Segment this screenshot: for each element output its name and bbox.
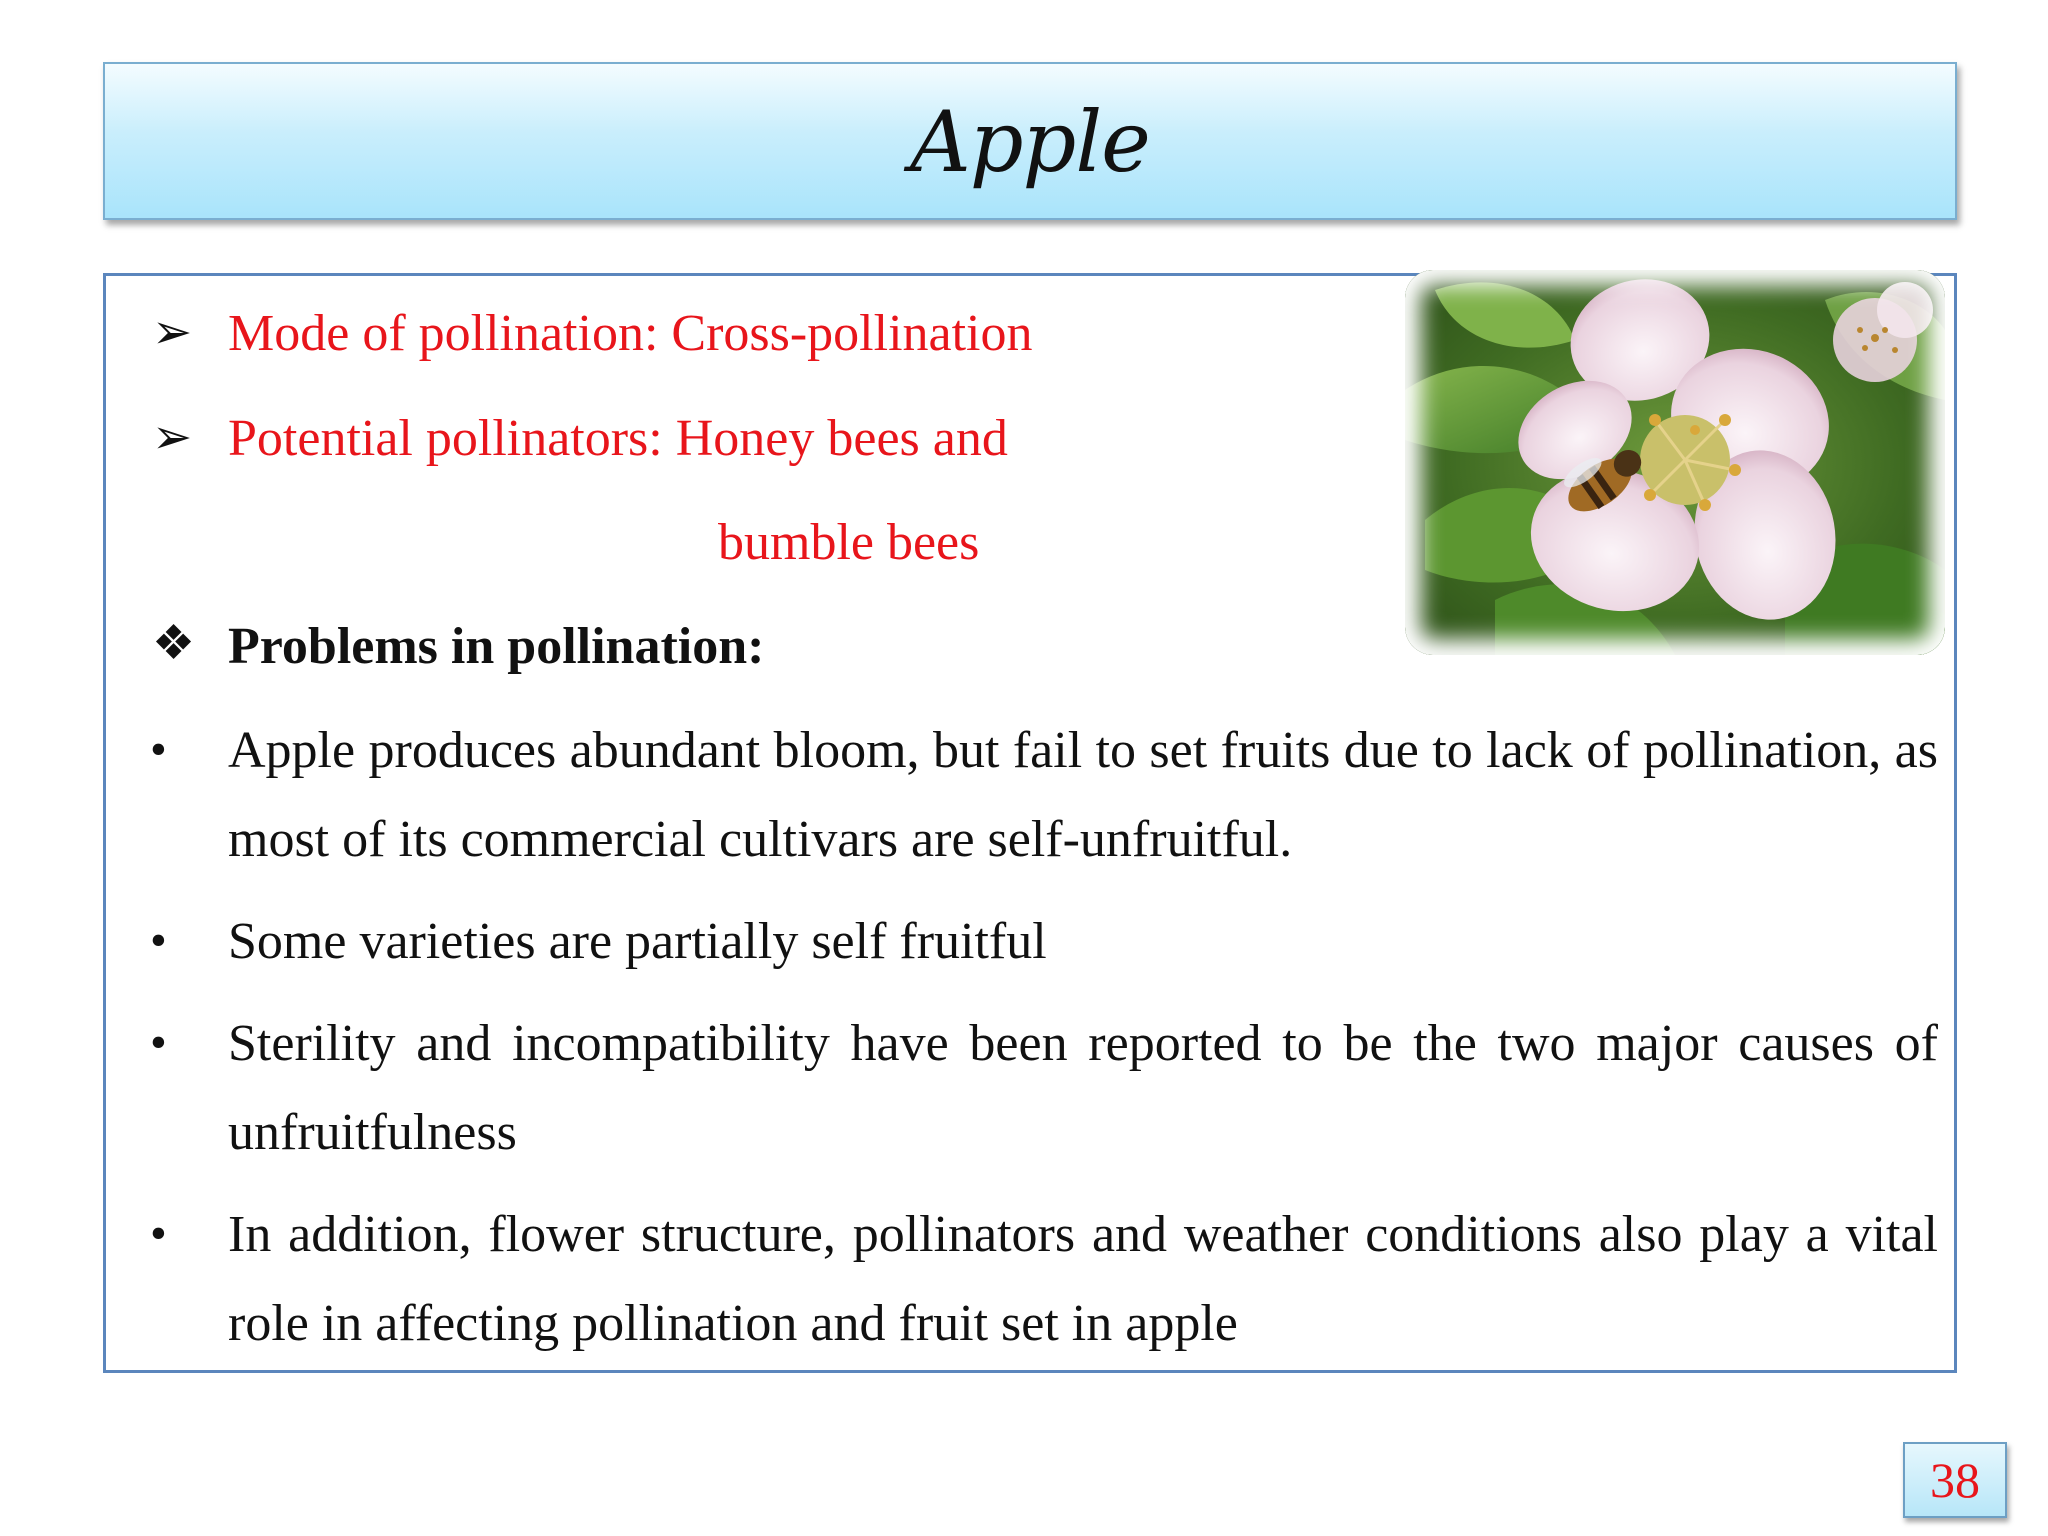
problems-heading: Problems in pollination: xyxy=(228,618,765,675)
potential-pollinators: Potential pollinators: Honey bees and xyxy=(228,410,1008,467)
apple-blossom-illustration xyxy=(1405,270,1945,655)
dot-bullet-icon: • xyxy=(150,1016,167,1069)
problem-bullet-2: Some varieties are partially self fruitful xyxy=(228,913,1047,970)
apple-blossom-bee-photo xyxy=(1405,270,1945,655)
page-number: 38 xyxy=(1903,1442,2007,1518)
slide-title: Apple xyxy=(910,93,1150,191)
arrow-bullet-icon: ➢ xyxy=(152,306,193,359)
diamond-bullet-icon: ❖ xyxy=(152,617,196,670)
problem-bullet-4: In addition, flower structure, pollinators and weather conditions also play a vital role in affecting pollination and fruit set in apple xyxy=(228,1206,1938,1352)
problem-bullet-1: Apple produces abundant bloom, but fail to set fruits due to lack of pollination, as most of its commercial cultivars are self-unfruitful. xyxy=(228,722,1938,868)
title-banner xyxy=(103,62,1957,220)
arrow-bullet-icon: ➢ xyxy=(152,411,193,464)
mode-of-pollination: Mode of pollination: Cross-pollination xyxy=(228,305,1033,362)
problem-bullet-3: Sterility and incompatibility have been reported to be the two major causes of unfruitfulness xyxy=(228,1015,1938,1161)
dot-bullet-icon: • xyxy=(150,914,167,967)
potential-pollinators-continued: bumble bees xyxy=(718,514,980,571)
dot-bullet-icon: • xyxy=(150,1207,167,1260)
dot-bullet-icon: • xyxy=(150,723,167,776)
